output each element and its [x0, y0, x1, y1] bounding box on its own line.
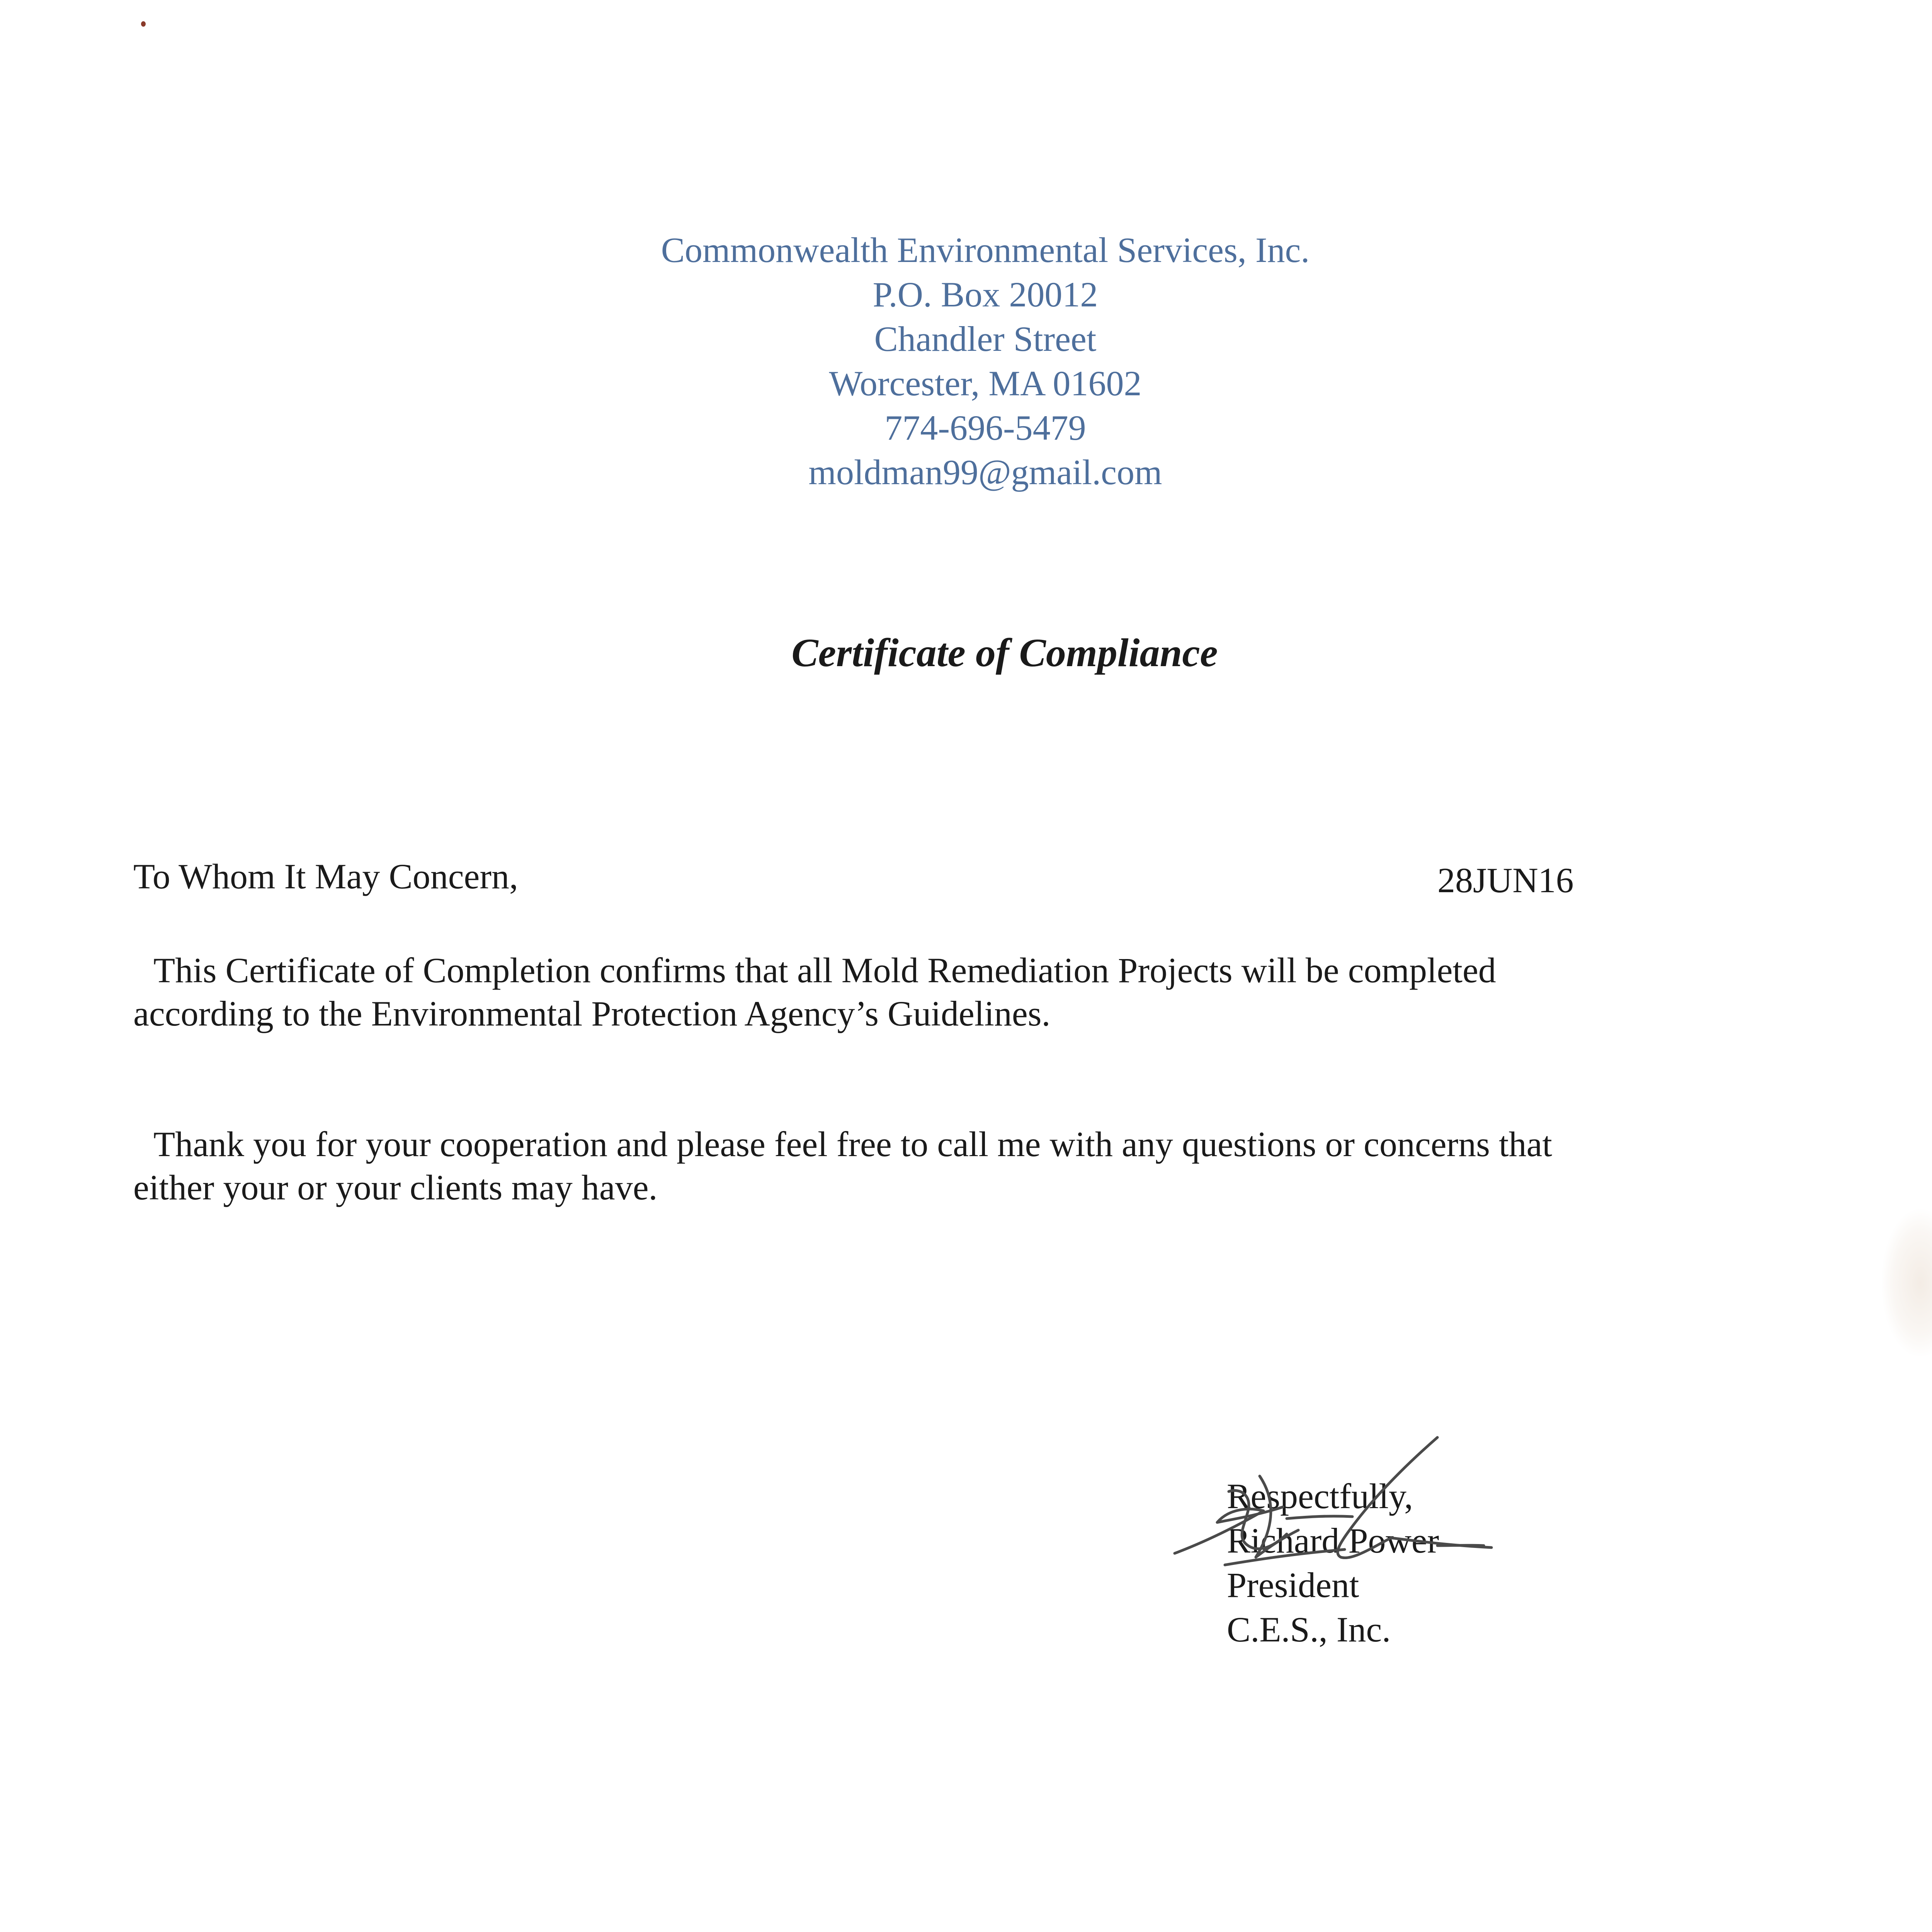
document-title: Certificate of Compliance — [791, 631, 1218, 675]
handwritten-signature — [1159, 1430, 1507, 1584]
signer-title: President — [1227, 1565, 1359, 1605]
valediction: Respectfully, — [1227, 1476, 1413, 1516]
letterhead — [502, 228, 1468, 495]
body-paragraph-2 — [133, 1122, 1756, 1209]
signer-company: C.E.S., Inc. — [1227, 1610, 1391, 1649]
company-name: Commonwealth Environmental Services, Inc. — [661, 230, 1310, 270]
body-paragraph-1 — [133, 949, 1756, 1035]
salutation: To Whom It May Concern, — [133, 857, 519, 896]
paragraph-line: This Certificate of Completion confirms that all Mold Remediation Projects will be completed — [153, 951, 1496, 990]
letter-date: 28JUN16 — [1437, 861, 1574, 900]
paper-stain — [1882, 1209, 1932, 1356]
po-box: P.O. Box 20012 — [872, 275, 1098, 314]
paragraph-line: either your or your clients may have. — [133, 1168, 658, 1207]
paragraph-line: Thank you for your cooperation and please feel free to call me with any questions or concerns that — [153, 1124, 1552, 1164]
email-address: moldman99@gmail.com — [808, 452, 1162, 492]
street-address: Chandler Street — [874, 319, 1097, 359]
signer-name: Richard Power — [1227, 1521, 1439, 1560]
scan-speck — [141, 21, 146, 27]
paragraph-line: according to the Environmental Protection Agency’s Guidelines. — [133, 994, 1051, 1033]
city-state-zip: Worcester, MA 01602 — [829, 364, 1142, 403]
phone-number: 774-696-5479 — [884, 408, 1086, 447]
